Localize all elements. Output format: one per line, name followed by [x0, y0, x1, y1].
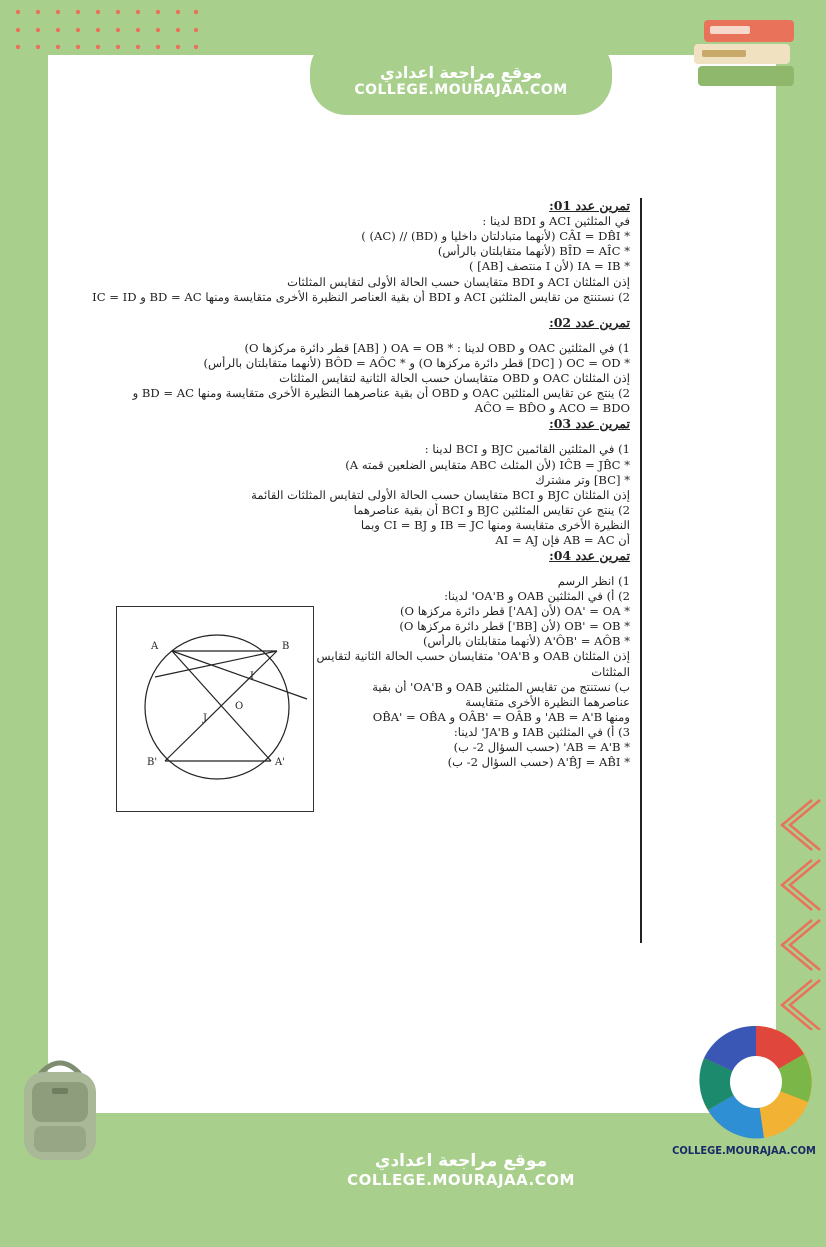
figure-label: B' — [147, 757, 158, 768]
document-line: إذن المثلثان ACI و BDI متقايسان حسب الحالة الأولى لتقايس المثلثات — [287, 274, 630, 289]
books-stack-icon — [690, 8, 802, 98]
segment-aa — [172, 651, 271, 761]
document-line: * CÂI = DB̂I (لأنهما متبادلتان داخليا و (BD) // (AC) ) — [361, 229, 630, 244]
footer-tab — [310, 1127, 612, 1247]
document-line: عناصرهما النظيرة الأخرى متقايسة — [465, 694, 630, 709]
document-line: 2) أ) في المثلثين OAB و OA'B' لدينا: — [444, 589, 630, 604]
document-line: ومنها AB = A'B' و OÂB' = OÂB و OB̂A' = OB̂A — [372, 709, 630, 724]
header-title: موقع مراجعة اعدادي — [379, 63, 543, 82]
document-line: 2) ينتج عن تقايس المثلثين OAC و OBD أن بقية عناصرهما النظيرة الأخرى متقايسة ومنها BD = AC و — [132, 386, 630, 401]
exercise-heading: تمرين عدد 01: — [549, 198, 630, 213]
figure-label: O — [235, 701, 244, 712]
figure-label: I — [250, 671, 254, 682]
footer-url[interactable]: COLLEGE.MOURAJAA.COM — [347, 1171, 575, 1189]
document-line: * OB' = OB (لأن [BB'] قطر دائرة مركزها O) — [399, 619, 630, 634]
document-line: 2) نستنتج من تقايس المثلثين ACI و BDI أن بقية العناصر النظيرة الأخرى متقايسة ومنها BD = AC و IC = ID — [92, 289, 630, 304]
document-line: إذن المثلثان OAC و OBD متقايسان حسب الحالة الثانية لتقايس المثلثات — [279, 371, 630, 385]
backpack-icon — [12, 1052, 108, 1164]
line-gap — [90, 331, 630, 341]
document-line: أن AB = AC فإن AI = AJ — [495, 532, 630, 547]
line-gap — [90, 564, 630, 574]
exercise-heading: تمرين عدد 04: — [549, 547, 630, 563]
document-line: * OC = OD ( [DC] قطر دائرة مركزها O) و * BÔD = AÔC (لأنهما متقابلتان بالرأس) — [203, 355, 630, 370]
geometry-figure — [116, 606, 314, 812]
document-line: 3) أ) في المثلثين IAB و JA'B' لدينا: — [453, 724, 630, 739]
document-line: * IA = IB (لأن I منتصف [AB] ) — [468, 259, 630, 274]
document-line: 1) انظر الرسم — [557, 574, 630, 589]
header-url[interactable]: COLLEGE.MOURAJAA.COM — [354, 82, 568, 98]
badge-url: COLLEGE.MOURAJAA.COM — [672, 1144, 816, 1157]
document-line: * A'ÔB' = AÔB (لأنهما متقابلتان بالرأس) — [422, 634, 630, 649]
document-line: إذن المثلثان BJC و BCI متقايسان حسب الحالة الأولى لتقايس المثلثات القائمة — [251, 487, 630, 502]
document-line: ب) نستنتج من تقايس المثلثين OAB و OA'B' أن بقية — [372, 679, 630, 694]
document-line: * BÎD = AÎC (لأنهما متقابلتان بالرأس) — [437, 244, 630, 259]
margin-line — [640, 198, 642, 943]
scanned-document — [90, 198, 642, 943]
line-gap — [90, 432, 630, 442]
exercise-heading: تمرين عدد 02: — [549, 314, 630, 330]
line-gap — [90, 305, 630, 315]
figure-label: A' — [275, 757, 285, 768]
decorative-dots — [10, 4, 200, 52]
figure-label: J — [203, 713, 208, 724]
segment-j — [155, 651, 277, 677]
document-line: * IĈB = JB̂C (لأن المثلث ABC متقايس الضلعين قمته A) — [345, 457, 630, 472]
document-line: النظيرة الأخرى متقايسة ومنها IB = JC و CI = BJ وبما — [360, 517, 630, 532]
exercise-heading: تمرين عدد 03: — [549, 416, 630, 432]
figure-label: A — [151, 641, 159, 652]
segment-a-j — [172, 651, 307, 699]
document-line: * AB = A'B' (حسب السؤال 2- ب) — [453, 739, 630, 754]
document-line: المثلثات — [591, 664, 630, 679]
education-wheel-icon — [694, 1024, 818, 1140]
footer-title: موقع مراجعة اعدادي — [374, 1151, 548, 1171]
document-line: 1) في المثلثين القائمين BJC و BCI لدينا : — [424, 442, 630, 457]
document-line: 2) ينتج عن تقايس المثلثين BJC و BCI أن بقية عناصرهما — [353, 502, 630, 517]
document-line: * [BC] وتر مشترك — [535, 472, 630, 487]
figure-label: B — [282, 641, 290, 652]
document-line: إذن المثلثان OAB و OA'B' متقايسان حسب الحالة الثانية لتقايس — [316, 649, 630, 664]
decorative-chevrons — [732, 790, 822, 1030]
header-tab — [310, 35, 612, 115]
document-line: في المثلثين ACI و BDI لدينا : — [482, 214, 630, 229]
document-line: * A'B̂J = AB̂I (حسب السؤال 2- ب) — [447, 754, 630, 769]
document-line: 1) في المثلثين OAC و OBD لدينا : * OA = OB ( [AB] قطر دائرة مركزها O) — [244, 340, 630, 355]
document-line: ACO = BDO و AĈO = BD̂O — [474, 401, 630, 416]
document-line: * OA' = OA (لأن [AA'] قطر دائرة مركزها O) — [399, 604, 630, 619]
